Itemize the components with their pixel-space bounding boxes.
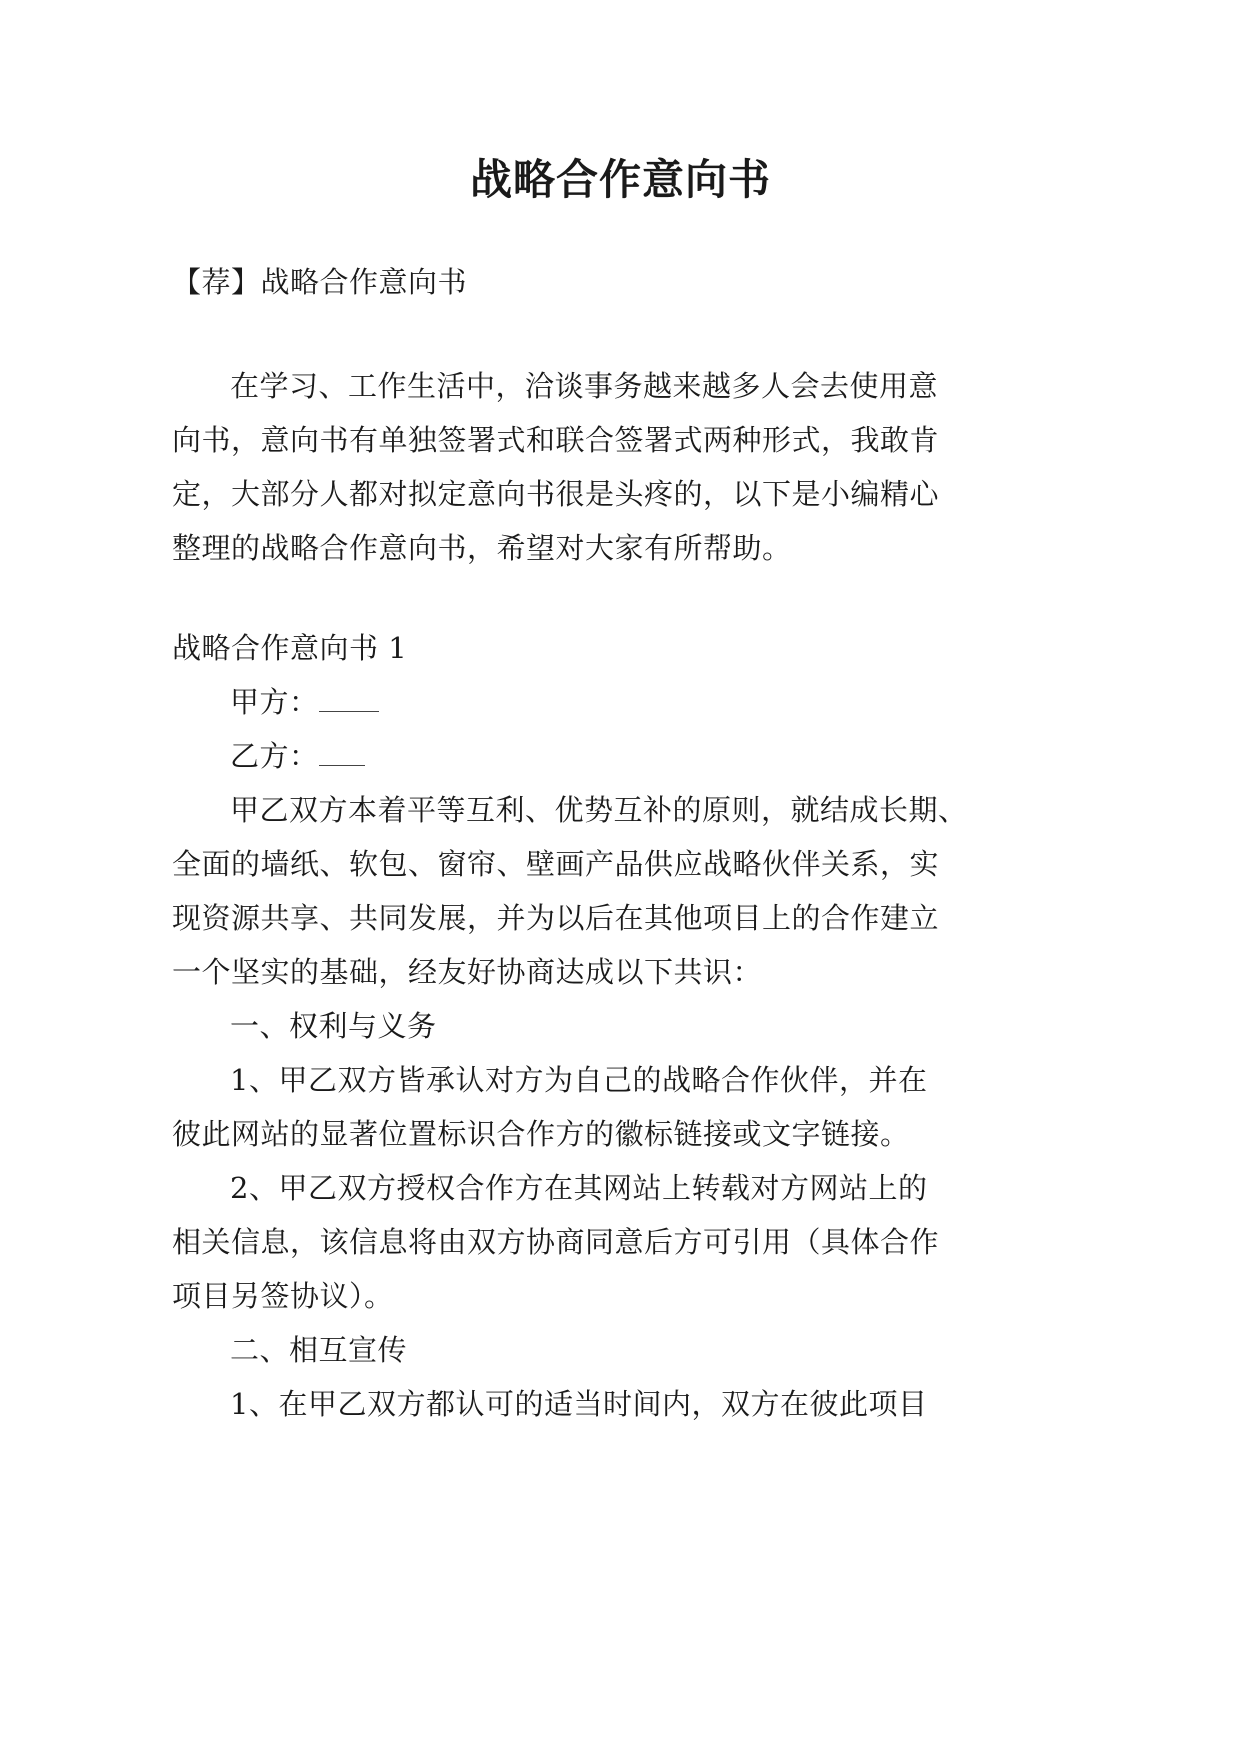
preamble-line-2: 全面的墙纸、软包、窗帘、壁画产品供应战略伙伴关系，实 — [172, 847, 940, 881]
party-a-label: 甲方： — [230, 685, 319, 719]
article-1-item-2-line-1: 2、甲乙双方授权合作方在其网站上转载对方网站上的 — [230, 1171, 928, 1205]
document-title: 战略合作意向书 — [469, 155, 771, 204]
article-2-item-1-line-1: 1、在甲乙双方都认可的适当时间内，双方在彼此项目 — [230, 1387, 928, 1421]
section-heading: 战略合作意向书 1 — [172, 631, 408, 665]
article-2-heading: 二、相互宣传 — [230, 1333, 408, 1367]
article-1-item-2-line-3: 项目另签协议）。 — [172, 1279, 394, 1313]
party-a-blank — [319, 683, 379, 712]
document-subtitle: 【荐】战略合作意向书 — [172, 265, 468, 299]
article-1-item-2-line-2: 相关信息，该信息将由双方协商同意后方可引用（具体合作 — [172, 1225, 940, 1259]
preamble-line-1: 甲乙双方本着平等互利、优势互补的原则，就结成长期、 — [230, 793, 968, 827]
preamble-line-4: 一个坚实的基础，经友好协商达成以下共识： — [172, 955, 763, 989]
intro-line-1: 在学习、工作生活中，洽谈事务越来越多人会去使用意 — [230, 369, 939, 403]
intro-line-2: 向书，意向书有单独签署式和联合签署式两种形式，我敢肯 — [172, 423, 940, 457]
party-a-line — [230, 682, 379, 722]
intro-line-4: 整理的战略合作意向书，希望对大家有所帮助。 — [172, 531, 792, 565]
article-1-heading: 一、权利与义务 — [230, 1009, 437, 1043]
party-b-line — [230, 736, 365, 776]
preamble-line-3: 现资源共享、共同发展，并为以后在其他项目上的合作建立 — [172, 901, 940, 935]
intro-line-3: 定，大部分人都对拟定意向书很是头疼的，以下是小编精心 — [172, 477, 940, 511]
article-1-item-1-line-1: 1、甲乙双方皆承认对方为自己的战略合作伙伴，并在 — [230, 1063, 928, 1097]
party-b-label: 乙方： — [230, 739, 319, 773]
party-b-blank — [319, 737, 365, 766]
article-1-item-1-line-2: 彼此网站的显著位置标识合作方的徽标链接或文字链接。 — [172, 1117, 910, 1151]
